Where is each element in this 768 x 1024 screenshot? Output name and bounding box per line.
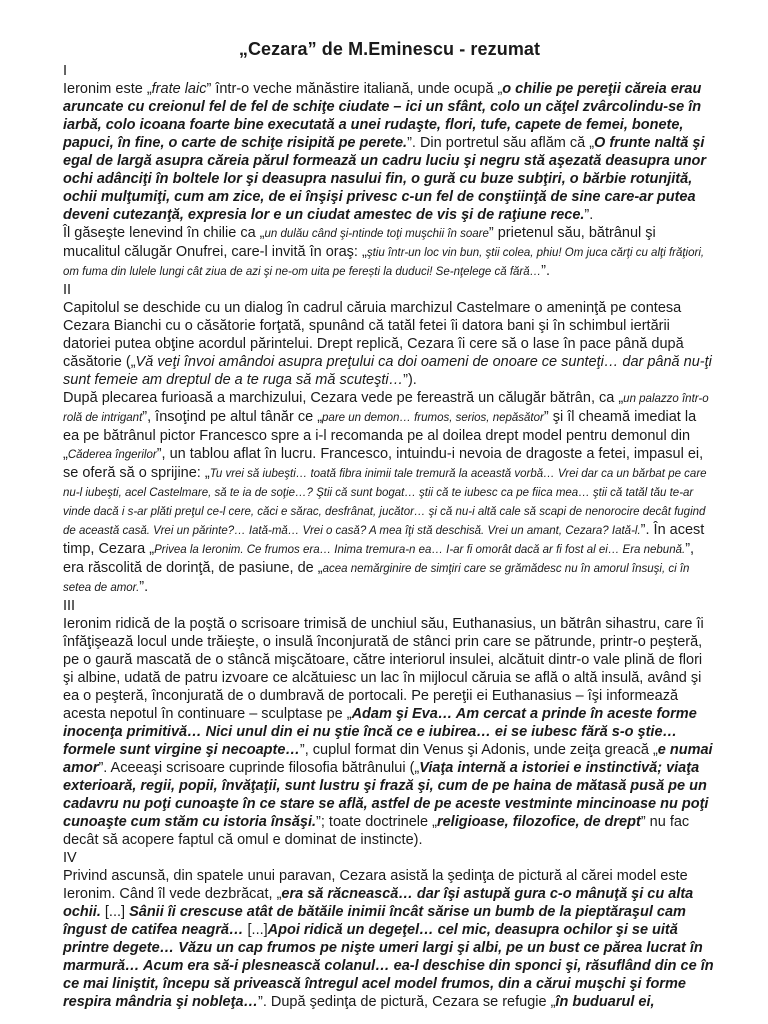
text-run: ”. Aceeaşi scrisoare cuprinde filosofia bătrânului („: [98, 760, 420, 776]
text-run: ”, cuplul format din Venus şi Adonis, unde zeiţa greacă „: [299, 742, 658, 758]
text-run: o chilie pe pereţii căreia erau aruncate cu creionul fel de fel de schiţe ciudate – ici un sfânt, colo un căţel zvârcolindu-se în iarbă, colo icoana foarte bine executată a unei rudaşte, flori, tufe, capete de femei, bonete, papuci, în fine, o carte de schiţe risipită pe perete.: [63, 81, 702, 151]
text-run: ” într-o veche mănăstire italiană, unde ocupă „: [206, 81, 503, 97]
page-title: „Cezara” de M.Eminescu - rezumat: [238, 39, 541, 59]
text-run: ”. După şedinţa de pictură, Cezara se refugie „: [258, 994, 556, 1010]
paragraph: [63, 867, 716, 1011]
text-run: Căderea îngerilor: [67, 449, 157, 461]
text-run: După plecarea furioasă a marchizului, Cezara vede pe fereastră un călugăr bătrân, ca „: [63, 390, 624, 406]
text-run: era să răcnească… dar îşi astupă gura c-o mânuţă şi cu alta ochii.: [63, 886, 694, 920]
text-run: Sânii îi crescuse atât de bătăile inimii încât sărise un bumb de la pieptăraşul cam îngust de catifea neagră…: [63, 904, 686, 938]
text-run: ” prietenul său, bătrânul şi mucalitul călugăr Onufrei, care-l invită în oraş: „: [63, 225, 656, 260]
text-run: Tu vrei să iubeşti… toată fibra inimii tale tremură la această vorbă… Vrei dar ca un bărbat pe care nu-l iubeşti, acel Castelmare, să te ia de soţie…? Ştii că sunt bogat… ştii că te iubesc ca pe fiica mea… ştii că tatăl tău te-ar vinde dacă i s-ar plăti preţul ce-l cere, căci e sărac, desfrânat, jucător… şi că nu-i altă cale să scapi de nenorocire decât fugind de această casă. Vrei un părinte?… Iată-mă… Vrei o casă? A mea îţi stă deschisă. Vrei un amant, Cezara? Iată-l.: [63, 468, 707, 537]
text-run: Îl găseşte lenevind în chilie ca „: [63, 225, 265, 241]
text-run: ”, însoţind pe altul tânăr ce „: [142, 409, 323, 425]
text-run: [...]: [243, 922, 268, 938]
text-run: ştiu într-un loc vin bun, ştii colea, phiu! Om juca cărţi cu alţi frăţiori, om fuma din lulele lungi cât ziua de azi şi ne-om uita pe ferești la duduci! Se-nţelege că fără…: [63, 247, 705, 278]
text-run: Privind ascunsă, din spatele unui paravan, Cezara asistă la şedinţa de pictură al cărei model este Ieronim. Când îl vede dezbrăcat, „: [63, 868, 688, 902]
text-run: Viaţa internă a istoriei e instinctivă; viaţa exterioară, regii, popii, învăţaţii, sunt lustru şi frază şi, cum de pe haina de mătasă pusă pe un cadavru nu poţi cunoaşte în ce stare se află, astfel de pe aceste vestminte mincinoase nu poţi cunoaşte cum stăm cu istoria însăşi.: [63, 760, 709, 830]
text-run: ” şi îl cheamă imediat la ea pe bătrânul pictor Francesco spre a i-l recomanda pe al doilea drept model pentru demonul din „: [63, 409, 697, 462]
paragraph: [63, 299, 716, 389]
text-run: un dulău când şi-ntinde toţi muşchii în soare: [264, 228, 489, 240]
text-run: e numai amor: [63, 742, 713, 776]
text-run: ”; toate doctrinele „: [316, 814, 437, 830]
section-numeral: IV: [63, 850, 77, 866]
text-run: ”. Din portretul său aflăm că „: [407, 135, 595, 151]
paragraph: [63, 224, 716, 281]
section-numeral: I: [63, 63, 68, 79]
text-run: acea nemărginire de simţiri care se grămădesc nu în amorul însuşi, ci în setea de amor.: [63, 563, 690, 594]
text-run: ”.: [139, 579, 149, 595]
section-numeral: III: [63, 598, 76, 614]
paragraph: [63, 80, 716, 224]
text-run: ” nu fac decât să acopere faptul că omul e dominat de instincte).: [63, 814, 690, 848]
text-run: Vă veţi învoi amândoi asupra preţului ca doi oameni de onoare ce sunteţi… dar până nu-ţi sunt femeie am dreptul de a te ruga să mă scuteşti…: [63, 354, 712, 388]
text-run: ”. În acest timp, Cezara „: [63, 522, 705, 557]
text-run: Ieronim este „: [63, 81, 152, 97]
section-numeral: II: [63, 282, 72, 298]
text-run: [...]: [100, 904, 130, 920]
text-run: pare un demon… frumos, serios, nepăsător: [322, 412, 544, 424]
text-run: religioase, filozofice, de drept: [436, 814, 641, 830]
text-run: frate laic: [151, 81, 207, 97]
text-run: Privea la Ieronim. Ce frumos era… Inima tremura-n ea… I-ar fi omorât dacă ar fi fost al ei… Era nebună.: [154, 544, 686, 556]
paragraph: [63, 615, 716, 849]
text-run: în buduarul ei,: [555, 994, 655, 1010]
paragraph: [63, 389, 716, 597]
text-run: ”, era răscolită de dorinţă, de pasiune, de „: [63, 541, 695, 576]
text-run: un palazzo într-o rolă de intrigant: [63, 393, 709, 424]
text-run: ”.: [541, 263, 551, 279]
text-run: ”, un tablou aflat în lucru. Francesco, intuindu-i nevoia de dragoste a fetei, impasul ei, se oferă să o sprijine: „: [63, 446, 704, 481]
document-body: [63, 62, 716, 1011]
text-run: O frunte naltă şi egal de largă asupra căreia părul formează un cadru luciu şi negru stă aşezată deasupra unor ochi adânciţi în boltele lor şi deasupra nasului fin, o gură cu buze subţiri, o bărbie rotunjită, ochii mulţumiţi, cum am zice, de ei înşişi privesc c-un fel de conştiinţă de sine care-ar putea deveni cutezanţă, expresia lor e un ciudat amestec de vis şi de raţiune rece.: [63, 135, 707, 223]
text-run: Ieronim ridică de la poştă o scrisoare trimisă de unchiul său, Euthanasius, un bătrân sihastru, care îi înfăţişează locul unde trăieşte, o insulă înconjurată de stânci prin care se pătrunde, printr-o peşteră, pe o gaură mascată de o stâncă mişcătoare, către interiorul insulei, alcătuit dintr-o vale plină de flori şi albine, udată de patru izvoare ce alcătuiesc un lac în mijlocul căruia se află o altă insulă, având şi ea o peşteră, înconjurată de o dumbravă de portocali. Pe pereţii ei Euthanasius – îşi informează acesta nepotul în continuare – sculptase pe „: [63, 616, 704, 722]
text-run: ”.: [584, 207, 594, 223]
text-run: Adam şi Eva… Am cercat a prinde în aceste forme inocenţa primitivă… Nici unul din ei nu ştie încă ce e iubirea… ei se iubesc fără s-o ştie… formele sunt virgine şi necoapte…: [63, 706, 697, 758]
text-run: Apoi ridică un degeţel… cel mic, deasupra ochilor şi se uită printre degete… Văzu un cap frumos pe nişte umeri largi şi albi, pe un bust ce părea lucrat în marmură… Acum era să-i plesnească colanul… ea-l deschise din sponci şi, răsuflând din ce în ce mai liniştit, începu să privească întregul acel model frumos, din a cărui muşchi şi forme respira mândria şi nobleţa…: [63, 922, 714, 1010]
text-run: Capitolul se deschide cu un dialog în cadrul căruia marchizul Castelmare o ameninţă pe contesa Cezara Bianchi cu o căsătorie forţată, spunând că tatăl fetei îi datora bani şi în schimbul iertării datoriei putea obţine acordul părintelui. Drept replică, Cezara îi cere să o lase în pace până după căsătorie („: [63, 300, 684, 370]
text-run: ”).: [403, 372, 417, 388]
